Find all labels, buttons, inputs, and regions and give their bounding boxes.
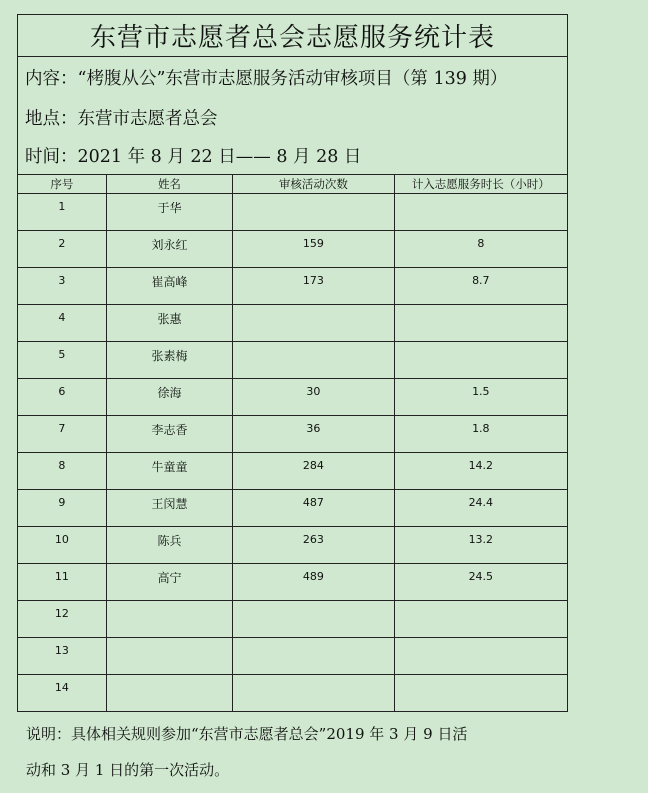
cell-name[interactable] — [107, 675, 234, 711]
cell-count[interactable] — [233, 342, 394, 378]
cell-hours[interactable]: 1.5 — [472, 385, 490, 398]
content-line: 内容：“栲腹从公”东营市志愿服务活动审核项目（第 139 期） — [25, 68, 508, 89]
cell-no[interactable]: 13 — [18, 638, 107, 674]
table-row — [18, 600, 567, 637]
cell-hours[interactable]: 24.4 — [468, 496, 494, 509]
cell-no[interactable]: 11 — [18, 564, 107, 600]
cell-name[interactable]: 张惠 — [107, 305, 234, 341]
cell-name[interactable]: 于华 — [107, 194, 234, 230]
cell-name[interactable]: 高宁 — [107, 564, 234, 600]
note-line-1: 说明：具体相关规则参加“东营市志愿者总会”2019 年 3 月 9 日活 — [26, 725, 468, 743]
cell-name[interactable]: 陈兵 — [107, 527, 234, 563]
cell-hours[interactable]: 24.5 — [468, 570, 494, 583]
cell-count[interactable]: 36 — [233, 416, 394, 452]
note-line-2: 动和 3 月 1 日的第一次活动。 — [26, 761, 230, 779]
table-row — [18, 674, 567, 711]
cell-count[interactable] — [233, 194, 394, 230]
cell-no[interactable]: 14 — [18, 675, 107, 711]
cell-name[interactable]: 牛童童 — [107, 453, 234, 489]
cell-name[interactable] — [107, 601, 234, 637]
table-row — [18, 415, 567, 452]
cell-no[interactable]: 2 — [18, 231, 107, 267]
cell-no[interactable]: 1 — [18, 194, 107, 230]
cell-name[interactable]: 王闵慧 — [107, 490, 234, 526]
cell-hours[interactable]: 8 — [477, 237, 485, 250]
cell-hours[interactable] — [395, 194, 567, 230]
cell-count[interactable] — [233, 638, 394, 674]
cell-name[interactable]: 张素梅 — [107, 342, 234, 378]
cell-name[interactable]: 崔高峰 — [107, 268, 234, 304]
cell-hours[interactable] — [395, 342, 567, 378]
table-row — [18, 637, 567, 674]
location-line: 地点：东营市志愿者总会 — [25, 108, 218, 129]
cell-no[interactable]: 3 — [18, 268, 107, 304]
header-no: 序号 — [18, 175, 107, 193]
cell-no[interactable]: 4 — [18, 305, 107, 341]
cell-hours[interactable] — [395, 638, 567, 674]
cell-count[interactable]: 284 — [233, 453, 394, 489]
cell-no[interactable]: 6 — [18, 379, 107, 415]
cell-count[interactable]: 30 — [233, 379, 394, 415]
sheet-title: 东营市志愿者总会志愿服务统计表 — [18, 15, 567, 57]
table-row — [18, 267, 567, 304]
note-block — [26, 716, 586, 788]
table-row — [18, 193, 567, 230]
cell-count[interactable]: 487 — [233, 490, 394, 526]
cell-hours[interactable]: 8.7 — [472, 274, 490, 287]
cell-hours[interactable] — [395, 601, 567, 637]
table-row — [18, 563, 567, 600]
table-bottom-border — [17, 711, 568, 712]
cell-no[interactable]: 8 — [18, 453, 107, 489]
table-row — [18, 341, 567, 378]
cell-count[interactable]: 159 — [233, 231, 394, 267]
cell-count[interactable] — [233, 675, 394, 711]
header-count: 审核活动次数 — [233, 175, 394, 193]
cell-count[interactable]: 489 — [233, 564, 394, 600]
stats-sheet — [17, 14, 568, 711]
cell-no[interactable]: 10 — [18, 527, 107, 563]
cell-hours[interactable]: 14.2 — [468, 459, 494, 472]
cell-name[interactable]: 李志香 — [107, 416, 234, 452]
header-hours: 计入志愿服务时长（小时） — [411, 177, 550, 191]
table-row — [18, 526, 567, 563]
cell-hours[interactable] — [395, 305, 567, 341]
table-body — [18, 193, 567, 711]
cell-no[interactable]: 7 — [18, 416, 107, 452]
table-row — [18, 452, 567, 489]
cell-no[interactable]: 9 — [18, 490, 107, 526]
info-block — [18, 57, 567, 174]
table-row — [18, 230, 567, 267]
cell-no[interactable]: 12 — [18, 601, 107, 637]
cell-name[interactable] — [107, 638, 234, 674]
time-line: 时间：2021 年 8 月 22 日—— 8 月 28 日 — [25, 147, 362, 167]
table-row — [18, 489, 567, 526]
cell-count[interactable]: 263 — [233, 527, 394, 563]
table-row — [18, 304, 567, 341]
cell-hours[interactable] — [395, 675, 567, 711]
cell-no[interactable]: 5 — [18, 342, 107, 378]
cell-count[interactable] — [233, 601, 394, 637]
table-header-row — [18, 174, 567, 193]
cell-hours[interactable]: 1.8 — [472, 422, 490, 435]
table-row — [18, 378, 567, 415]
cell-hours[interactable]: 13.2 — [468, 533, 494, 546]
header-name: 姓名 — [107, 175, 234, 193]
cell-name[interactable]: 刘永红 — [107, 231, 234, 267]
cell-count[interactable] — [233, 305, 394, 341]
cell-count[interactable]: 173 — [233, 268, 394, 304]
cell-name[interactable]: 徐海 — [107, 379, 234, 415]
